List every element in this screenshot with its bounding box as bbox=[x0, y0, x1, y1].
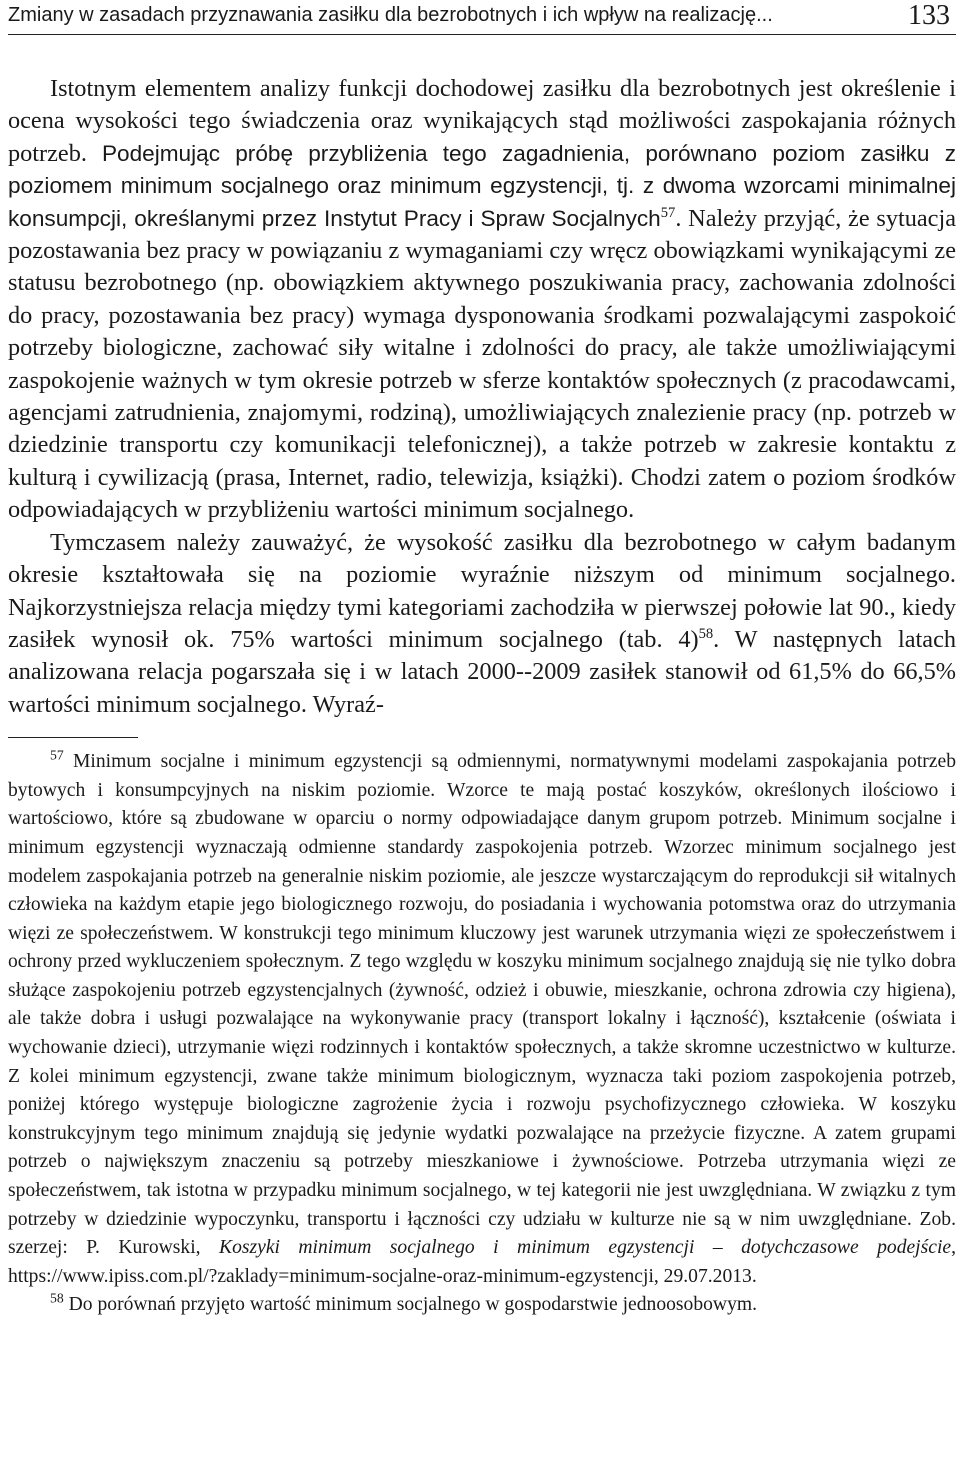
paragraph-1 bbox=[8, 73, 956, 527]
paragraph-2-part-b: . W następnych latach analizowana relacja pogarszała się i w latach 2000--2009 zasiłek stanowił od 61,5% do 66,5% wartości minimum socjalnego. Wyraź- bbox=[8, 625, 957, 718]
paragraph-1-part-a: Istotnym elementem analizy funkcji dochodowej zasiłku dla bezrobotnych jest określenie i ocena wysokości tego świadczenia oraz wynikających stąd możliwości zaspokajania różnych potrzeb. bbox=[8, 75, 956, 167]
footnote-ref-57[interactable]: 57 bbox=[660, 204, 676, 221]
running-title: Zmiany w zasadach przyznawania zasiłku dla bezrobotnych i ich wpływ na realizację... bbox=[8, 4, 773, 26]
footnotes bbox=[8, 748, 956, 1320]
footnote-58 bbox=[8, 1291, 956, 1320]
paragraph-2-part-a: Tymczasem należy zauważyć, że wysokość zasiłku dla bezrobotnego w całym badanym okresie kształtowała się na poziomie wyraźnie niższym od minimum socjalnego. Najkorzystniejsza relacja między tymi kategoriami zachodziła w pierwszej połowie lat 90., kiedy zasiłek wynosił ok. 75% wartości minimum socjalnego (tab. 4) bbox=[8, 528, 956, 653]
footnote-citation-link[interactable]: , https://www.ipiss.com.pl/?zaklady=minimum-socjalne-oraz-minimum-egzystencji, 29.07.2013. bbox=[8, 1237, 956, 1287]
footnote-57 bbox=[8, 748, 956, 1291]
paragraph-2 bbox=[8, 527, 956, 721]
paragraph-1-part-b: Podejmując próbę przybliżenia tego zagadnienia, porównano poziom zasiłku z poziomem minimum socjalnego oraz minimum egzystencji, tj. z dwoma wzorcami minimalnej konsumpcji, określanymi przez Instytut Pracy i Spraw Socjalnych bbox=[8, 140, 956, 231]
page-number: 133 bbox=[908, 0, 950, 31]
running-header bbox=[8, 0, 956, 35]
footnote-cited-title: Koszyki minimum socjalnego i minimum egzystencji – dotychczasowe podejście bbox=[219, 1237, 952, 1259]
footnote-text: Minimum socjalne i minimum egzystencji są odmiennymi, normatywnymi modelami zaspokajania potrzeb bytowych i konsumpcyjnych na niskim poziomie. Wzorce te mają postać koszyków, określonych ilościowo i wartościowo, które są zbudowane w oparciu o normy odpowiadające danym grupom potrzeb. Minimum socjalne i minimum egzystencji wyznaczają odmienne standardy zaspokojenia potrzeb. Wzorzec minimum socjalnego jest modelem zaspokajania potrzeb na generalnie niskim poziomie, ale jeszcze wystarczającym do reprodukcji sił witalnych człowieka na każdym etapie jego biologicznego rozwoju, do posiadania i wychowania potomstwa oraz do utrzymania więzi ze społeczeństwem. W konstrukcji tego minimum kluczowy jest warunek utrzymania więzi ze społeczeństwem i ochrony przed wykluczeniem społecznym. Z tego względu w koszyku minimum socjalnego znajdują się nie tylko dobra służące zaspokojeniu potrzeb egzystencjalnych (żywność, odzież i obuwie, mieszkanie, ochrona zdrowia czy higiena), ale także dobra i usługi pozwalające na wykonywanie pracy (transport lokalny i łączność), kształcenie (oświata i wychowanie dzieci), utrzymanie więzi rodzinnych i kontaktów społecznych, a także skromne uczestnictwo w kulturze. Z kolei minimum egzystencji, zwane także minimum biologicznym, wyznacza taki poziom zaspokojenia potrzeb, poniżej którego występuje biologiczne zagrożenie życia i rozwoju psychofizycznego człowieka. W koszyku konstrukcyjnym tego minimum znajdują się jedynie wydatki pozwalające na przeżycie fizyczne. A zatem grupami potrzeb o największym znaczeniu są potrzeby mieszkaniowe i żywnościowe. Potrzeba utrzymania więzi ze społeczeństwem, tak istotna w przypadku minimum socjalnego, w tej kategorii nie jest uwzględniana. W związku z tym potrzeby w dziedzinie wypoczynku, transportu i łączności czy udziału w kulturze nie są w nim uwzględniane. Zob. szerzej: P. Kurowski, bbox=[8, 751, 956, 1259]
footnote-number: 58 bbox=[50, 1290, 64, 1306]
footnote-separator bbox=[8, 737, 138, 738]
footnote-number: 57 bbox=[50, 747, 64, 763]
footnote-text: Do porównań przyjęto wartość minimum socjalnego w gospodarstwie jednoosobowym. bbox=[68, 1294, 758, 1316]
main-text bbox=[8, 73, 956, 721]
paragraph-1-part-c: . Należy przyjąć, że sytuacja pozostawania bez pracy w powiązaniu z wymaganiami czy wręcz obowiązkami wynikającymi ze statusu bezrobotnego (np. obowiązkiem aktywnego poszukiwania pracy, zachowania zdolności do pracy, pozostawania bez pracy) wymaga dysponowania środkami pozwalającymi zaspokoić potrzeby biologiczne, zachować siły witalne i zdolności do pracy, ale także umożliwiającymi zaspokojenie ważnych w tym okresie potrzeb w sferze kontaktów społecznych (z pracodawcami, agencjami zatrudnienia, znajomymi, rodziną), umożliwiających znalezienie pracy (np. potrzeb w dziedzinie transportu czy komunikacji telefonicznej), a także potrzeb w zakresie kontaktu z kulturą i cywilizacją (prasa, Internet, radio, telewizja, książki). Chodzi zatem o poziom środków odpowiadających w przybliżeniu wartości minimum socjalnego. bbox=[8, 204, 956, 524]
footnote-ref-58[interactable]: 58 bbox=[698, 625, 714, 642]
document-page bbox=[8, 0, 956, 1320]
